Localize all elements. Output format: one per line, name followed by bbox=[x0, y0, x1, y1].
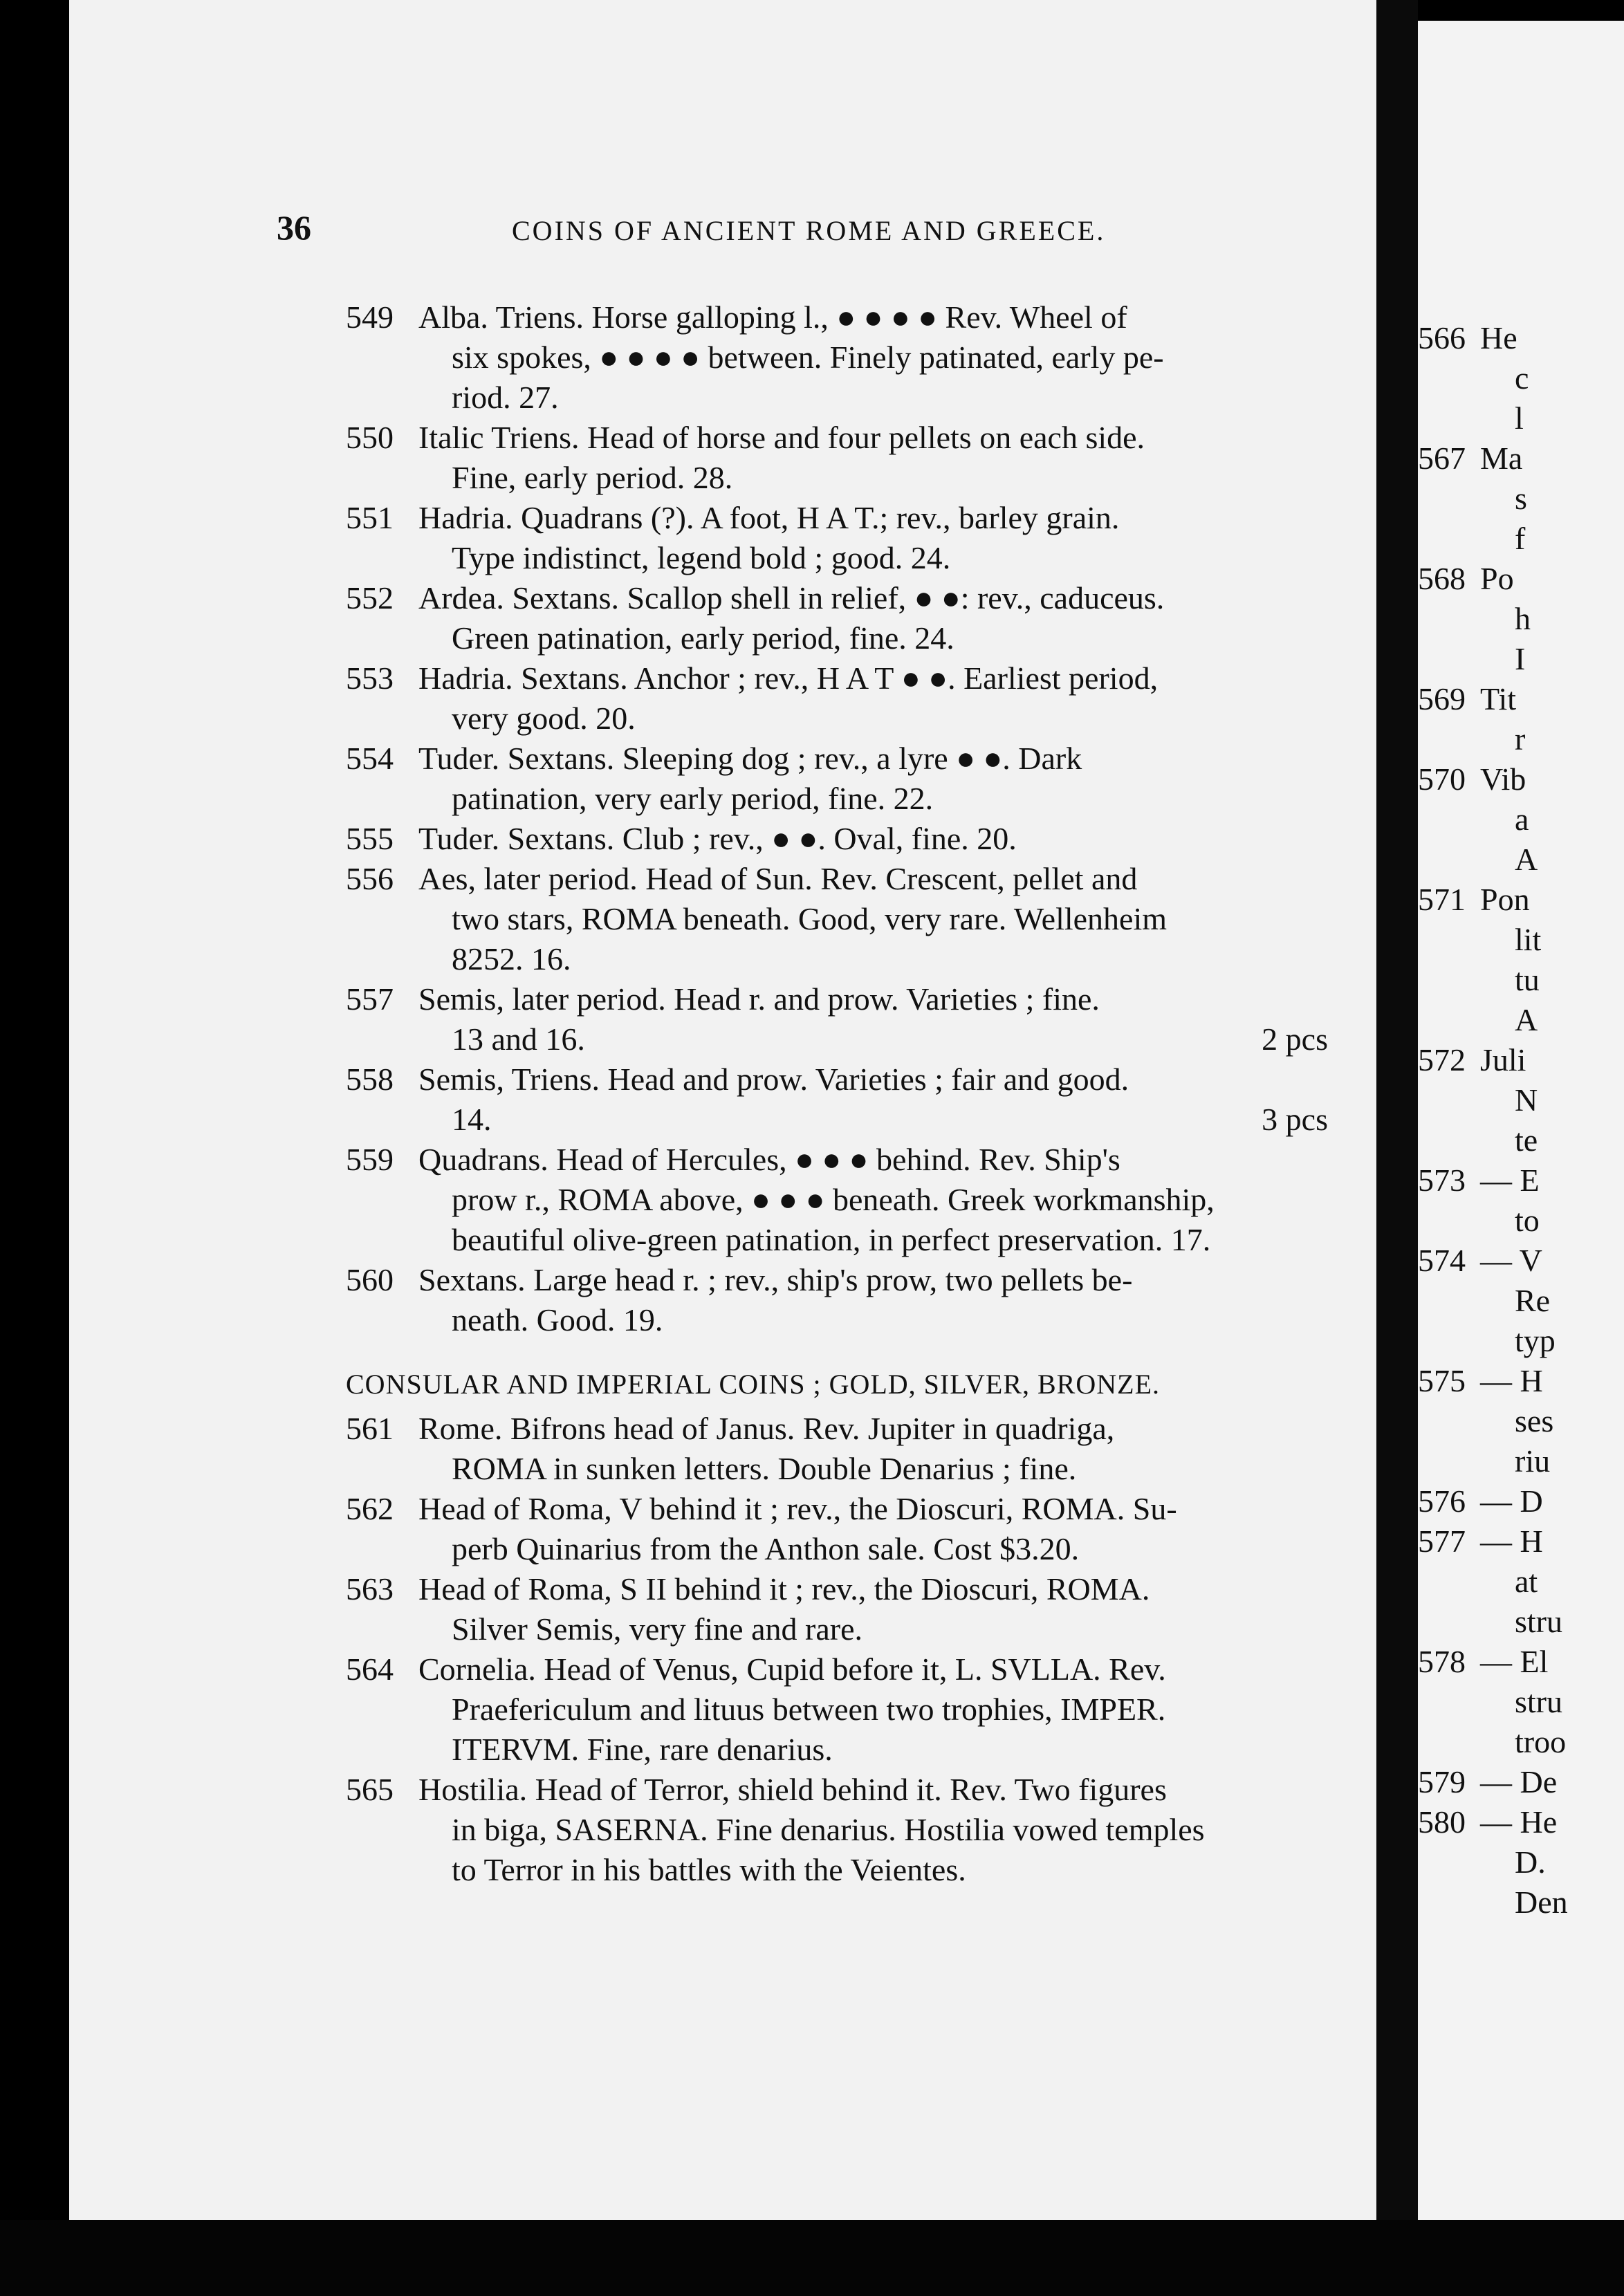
catalog-entry bbox=[346, 498, 1328, 578]
entry-line-text: to Terror in his battles with the Veientes. bbox=[452, 1852, 966, 1887]
entry-line bbox=[418, 1100, 1328, 1140]
right-page bbox=[1418, 21, 1624, 2220]
entry-line-text: Quadrans. Head of Hercules, ● ● ● behind. Rev. Ship's bbox=[418, 1142, 1120, 1177]
right-page-line bbox=[1418, 398, 1624, 438]
entry-text bbox=[418, 418, 1328, 498]
right-lot-number: 579 bbox=[1418, 1764, 1466, 1799]
right-line-fragment: Juli bbox=[1480, 1042, 1526, 1077]
right-line-fragment: h bbox=[1515, 601, 1531, 636]
right-lot-number: 569 bbox=[1418, 681, 1466, 716]
entry-list-consular-coins bbox=[346, 1409, 1328, 1890]
right-page-line bbox=[1418, 1201, 1624, 1241]
catalog-entry bbox=[346, 1260, 1328, 1340]
page-header bbox=[277, 207, 1328, 263]
right-page-line bbox=[1418, 1722, 1624, 1762]
entry-line bbox=[418, 939, 1328, 979]
right-lot-number: 573 bbox=[1418, 1163, 1466, 1198]
right-line-fragment: — He bbox=[1480, 1804, 1558, 1840]
right-page-line bbox=[1418, 719, 1624, 759]
entry-line bbox=[418, 1489, 1328, 1529]
right-line-fragment: — H bbox=[1480, 1524, 1543, 1559]
entry-line-text: Green patination, early period, fine. 24. bbox=[452, 620, 954, 656]
entry-line-text: 8252. 16. bbox=[452, 941, 571, 976]
right-lot-number: 570 bbox=[1418, 761, 1466, 797]
entry-line-text: Silver Semis, very fine and rare. bbox=[452, 1611, 862, 1647]
right-line-fragment: s bbox=[1515, 481, 1527, 516]
right-lot-number: 567 bbox=[1418, 441, 1466, 476]
entry-text bbox=[418, 1569, 1328, 1649]
right-line-fragment: — De bbox=[1480, 1764, 1558, 1799]
entry-line bbox=[418, 1730, 1328, 1770]
entry-text bbox=[418, 297, 1328, 418]
entry-line bbox=[418, 418, 1328, 458]
right-page-line bbox=[1418, 1682, 1624, 1722]
entry-line-text: Type indistinct, legend bold ; good. 24. bbox=[452, 540, 951, 575]
right-line-fragment: l bbox=[1515, 400, 1524, 436]
entry-line-text: Semis, later period. Head r. and prow. Varieties ; fine. bbox=[418, 981, 1100, 1017]
right-line-fragment: — V bbox=[1480, 1243, 1542, 1278]
right-line-fragment: lit bbox=[1515, 922, 1542, 957]
entry-line-text: Fine, early period. 28. bbox=[452, 460, 733, 495]
right-page-line bbox=[1418, 1441, 1624, 1481]
right-lot-number: 572 bbox=[1418, 1042, 1466, 1077]
lot-number: 549 bbox=[346, 299, 394, 335]
scan-border bbox=[0, 2220, 1624, 2296]
right-line-fragment: — H bbox=[1480, 1363, 1543, 1398]
page-number: 36 bbox=[277, 208, 311, 247]
right-page-line bbox=[1418, 1602, 1624, 1642]
book-gutter bbox=[1376, 0, 1418, 2296]
entry-line-text: prow r., ROMA above, ● ● ● beneath. Greek workmanship, bbox=[452, 1182, 1215, 1217]
entry-line bbox=[418, 899, 1328, 939]
right-page-line bbox=[1418, 960, 1624, 1000]
right-line-fragment: ses bbox=[1515, 1403, 1554, 1438]
entry-line bbox=[418, 618, 1328, 658]
catalog-entry bbox=[346, 658, 1328, 739]
right-page-line bbox=[1418, 1160, 1624, 1201]
lot-number: 561 bbox=[346, 1411, 394, 1446]
right-page-line bbox=[1418, 1120, 1624, 1160]
catalog-entry bbox=[346, 859, 1328, 979]
entry-line bbox=[418, 1260, 1328, 1300]
entry-line bbox=[418, 1449, 1328, 1489]
entry-line-text: Hadria. Sextans. Anchor ; rev., H A T ● ●. Earliest period, bbox=[418, 660, 1159, 696]
entry-line bbox=[418, 1529, 1328, 1569]
entry-line bbox=[418, 498, 1328, 538]
entry-line-text: Hostilia. Head of Terror, shield behind it. Rev. Two figures bbox=[418, 1772, 1167, 1807]
lot-number: 556 bbox=[346, 861, 394, 896]
pieces-count: 3 pcs bbox=[1262, 1102, 1328, 1137]
right-page-line bbox=[1418, 1842, 1624, 1882]
entry-line bbox=[418, 1300, 1328, 1340]
right-line-fragment: typ bbox=[1515, 1323, 1556, 1358]
entry-text bbox=[418, 1059, 1328, 1140]
right-page-line bbox=[1418, 1882, 1624, 1923]
right-line-fragment: a bbox=[1515, 802, 1529, 837]
lot-number: 550 bbox=[346, 420, 394, 455]
entry-line bbox=[418, 1569, 1328, 1609]
entry-line bbox=[418, 1220, 1328, 1260]
right-line-fragment: r bbox=[1515, 721, 1526, 757]
entry-line bbox=[418, 1689, 1328, 1730]
right-page-line bbox=[1418, 799, 1624, 840]
right-page-line bbox=[1418, 358, 1624, 398]
entry-line-text: 13 and 16. bbox=[452, 1021, 585, 1057]
catalog-entry bbox=[346, 1409, 1328, 1489]
entry-line bbox=[418, 378, 1328, 418]
right-page-line bbox=[1418, 519, 1624, 559]
right-page-line bbox=[1418, 1281, 1624, 1321]
entry-line-text: 14. bbox=[452, 1102, 492, 1137]
right-line-fragment: Den bbox=[1515, 1885, 1568, 1920]
right-page-line bbox=[1418, 318, 1624, 358]
entry-line-text: Sextans. Large head r. ; rev., ship's prow, two pellets be- bbox=[418, 1262, 1133, 1297]
right-line-fragment: A bbox=[1515, 1002, 1538, 1037]
catalog-entry bbox=[346, 1059, 1328, 1140]
lot-number: 551 bbox=[346, 500, 394, 535]
right-line-fragment: N bbox=[1515, 1082, 1538, 1118]
right-line-fragment: tu bbox=[1515, 962, 1540, 997]
right-line-fragment: Pon bbox=[1480, 882, 1530, 917]
entry-text bbox=[418, 819, 1328, 859]
entry-line-text: six spokes, ● ● ● ● between. Finely patinated, early pe- bbox=[452, 340, 1164, 375]
right-page-line bbox=[1418, 1642, 1624, 1682]
entry-text bbox=[418, 1649, 1328, 1770]
entry-line-text: neath. Good. 19. bbox=[452, 1302, 663, 1337]
lot-number: 564 bbox=[346, 1651, 394, 1687]
catalog-entry bbox=[346, 1770, 1328, 1890]
entry-line-text: ITERVM. Fine, rare denarius. bbox=[452, 1732, 833, 1767]
entry-text bbox=[418, 1489, 1328, 1569]
entry-line bbox=[418, 1019, 1328, 1059]
entry-line-text: perb Quinarius from the Anthon sale. Cost $3.20. bbox=[452, 1531, 1080, 1566]
right-line-fragment: at bbox=[1515, 1564, 1538, 1599]
right-lot-number: 575 bbox=[1418, 1363, 1466, 1398]
right-page-column bbox=[1418, 318, 1624, 1923]
right-lot-number: 576 bbox=[1418, 1483, 1466, 1519]
entry-line bbox=[418, 297, 1328, 337]
right-line-fragment: I bbox=[1515, 641, 1526, 676]
right-line-fragment: f bbox=[1515, 521, 1526, 556]
lot-number: 555 bbox=[346, 821, 394, 856]
entry-line-text: Semis, Triens. Head and prow. Varieties ; fair and good. bbox=[418, 1062, 1129, 1097]
right-lot-number: 580 bbox=[1418, 1804, 1466, 1840]
entry-text bbox=[418, 979, 1328, 1059]
right-page-line bbox=[1418, 679, 1624, 719]
entry-line-text: Italic Triens. Head of horse and four pellets on each side. bbox=[418, 420, 1145, 455]
entry-line bbox=[418, 819, 1328, 859]
entry-line-text: Hadria. Quadrans (?). A foot, H A T.; rev., barley grain. bbox=[418, 500, 1120, 535]
entry-line bbox=[418, 1850, 1328, 1890]
right-page-line bbox=[1418, 1241, 1624, 1281]
right-lot-number: 568 bbox=[1418, 561, 1466, 596]
entry-line bbox=[418, 1140, 1328, 1180]
catalog-entry bbox=[346, 1489, 1328, 1569]
catalog-entry bbox=[346, 979, 1328, 1059]
entry-line bbox=[418, 859, 1328, 899]
right-line-fragment: — D bbox=[1480, 1483, 1543, 1519]
right-line-fragment: A bbox=[1515, 842, 1538, 877]
entry-line bbox=[418, 458, 1328, 498]
right-page-line bbox=[1418, 1562, 1624, 1602]
entry-line-text: Head of Roma, V behind it ; rev., the Dioscuri, ROMA. Su- bbox=[418, 1491, 1177, 1526]
right-page-line bbox=[1418, 1000, 1624, 1040]
right-line-fragment: stru bbox=[1515, 1684, 1562, 1719]
entry-line bbox=[418, 1609, 1328, 1649]
right-lot-number: 578 bbox=[1418, 1644, 1466, 1679]
entry-line-text: Tuder. Sextans. Club ; rev., ● ●. Oval, fine. 20. bbox=[418, 821, 1017, 856]
lot-number: 553 bbox=[346, 660, 394, 696]
entry-line-text: very good. 20. bbox=[452, 701, 636, 736]
right-page-line bbox=[1418, 920, 1624, 960]
entry-line-text: two stars, ROMA beneath. Good, very rare. Wellenheim bbox=[452, 901, 1168, 936]
entry-line bbox=[418, 1770, 1328, 1810]
entry-line bbox=[418, 979, 1328, 1019]
lot-number: 562 bbox=[346, 1491, 394, 1526]
right-line-fragment: stru bbox=[1515, 1604, 1562, 1639]
right-line-fragment: te bbox=[1515, 1122, 1538, 1158]
entry-list-early-coins bbox=[346, 297, 1328, 1340]
entry-line-text: ROMA in sunken letters. Double Denarius ; fine. bbox=[452, 1451, 1077, 1486]
catalog-entry bbox=[346, 819, 1328, 859]
entry-line-text: Tuder. Sextans. Sleeping dog ; rev., a lyre ● ●. Dark bbox=[418, 741, 1082, 776]
right-line-fragment: — El bbox=[1480, 1644, 1549, 1679]
right-page-line bbox=[1418, 1080, 1624, 1120]
entry-line-text: Cornelia. Head of Venus, Cupid before it, L. SVLLA. Rev. bbox=[418, 1651, 1166, 1687]
section-heading: CONSULAR AND IMPERIAL COINS ; GOLD, SILVER, BRONZE. bbox=[346, 1369, 1160, 1400]
entry-line bbox=[418, 1649, 1328, 1689]
entry-line bbox=[418, 1810, 1328, 1850]
right-line-fragment: — E bbox=[1480, 1163, 1540, 1198]
right-page-line bbox=[1418, 1521, 1624, 1562]
entry-text bbox=[418, 739, 1328, 819]
right-line-fragment: Tit bbox=[1480, 681, 1517, 716]
entry-line bbox=[418, 698, 1328, 739]
right-line-fragment: D. bbox=[1515, 1844, 1546, 1880]
lot-number: 557 bbox=[346, 981, 394, 1017]
entry-text bbox=[418, 1770, 1328, 1890]
right-line-fragment: Ma bbox=[1480, 441, 1523, 476]
right-line-fragment: c bbox=[1515, 360, 1529, 396]
entry-line bbox=[418, 779, 1328, 819]
catalog-entry bbox=[346, 418, 1328, 498]
lot-number: 560 bbox=[346, 1262, 394, 1297]
entry-line-text: Ardea. Sextans. Scallop shell in relief, ● ●: rev., caduceus. bbox=[418, 580, 1165, 615]
running-head: COINS OF ANCIENT ROME AND GREECE. bbox=[512, 215, 1106, 246]
right-page-line bbox=[1418, 1762, 1624, 1802]
entry-line bbox=[418, 538, 1328, 578]
right-page-line bbox=[1418, 1361, 1624, 1401]
entry-text bbox=[418, 498, 1328, 578]
lot-number: 565 bbox=[346, 1772, 394, 1807]
entry-text bbox=[418, 859, 1328, 979]
right-page-line bbox=[1418, 1321, 1624, 1361]
entry-text bbox=[418, 1409, 1328, 1489]
entry-text bbox=[418, 658, 1328, 739]
right-page-line bbox=[1418, 599, 1624, 639]
entry-text bbox=[418, 1140, 1328, 1260]
entry-line bbox=[418, 739, 1328, 779]
catalog-entry bbox=[346, 1569, 1328, 1649]
right-lot-number: 571 bbox=[1418, 882, 1466, 917]
lot-number: 563 bbox=[346, 1571, 394, 1607]
right-line-fragment: Po bbox=[1480, 561, 1514, 596]
right-line-fragment: to bbox=[1515, 1203, 1540, 1238]
right-line-fragment: He bbox=[1480, 320, 1517, 355]
right-page-line bbox=[1418, 1481, 1624, 1521]
lot-number: 559 bbox=[346, 1142, 394, 1177]
right-line-fragment: riu bbox=[1515, 1443, 1551, 1479]
entry-line-text: riod. 27. bbox=[452, 380, 559, 415]
right-page-line bbox=[1418, 639, 1624, 679]
right-page-line bbox=[1418, 479, 1624, 519]
entry-text bbox=[418, 578, 1328, 658]
entry-line bbox=[418, 658, 1328, 698]
right-page-line bbox=[1418, 840, 1624, 880]
pieces-count: 2 pcs bbox=[1262, 1021, 1328, 1057]
right-page-line bbox=[1418, 559, 1624, 599]
catalog-entry bbox=[346, 297, 1328, 418]
entry-line bbox=[418, 1409, 1328, 1449]
entry-line-text: beautiful olive-green patination, in perfect preservation. 17. bbox=[452, 1222, 1211, 1257]
entry-line-text: Head of Roma, S II behind it ; rev., the Dioscuri, ROMA. bbox=[418, 1571, 1150, 1607]
right-page-line bbox=[1418, 438, 1624, 479]
entry-line-text: Praefericulum and lituus between two trophies, IMPER. bbox=[452, 1692, 1166, 1727]
lot-number: 558 bbox=[346, 1062, 394, 1097]
entry-line-text: Alba. Triens. Horse galloping l., ● ● ● ● Rev. Wheel of bbox=[418, 299, 1127, 335]
right-page-line bbox=[1418, 1040, 1624, 1080]
right-page-line bbox=[1418, 759, 1624, 799]
right-lot-number: 566 bbox=[1418, 320, 1466, 355]
entry-text bbox=[418, 1260, 1328, 1340]
right-page-line bbox=[1418, 880, 1624, 920]
right-page-line bbox=[1418, 1401, 1624, 1441]
lot-number: 552 bbox=[346, 580, 394, 615]
right-line-fragment: troo bbox=[1515, 1724, 1567, 1759]
catalog-entry bbox=[346, 739, 1328, 819]
right-page-line bbox=[1418, 1802, 1624, 1842]
right-line-fragment: Vib bbox=[1480, 761, 1526, 797]
catalog-entries bbox=[346, 297, 1328, 1890]
entry-line-text: Rome. Bifrons head of Janus. Rev. Jupiter in quadriga, bbox=[418, 1411, 1115, 1446]
entry-line bbox=[418, 337, 1328, 378]
entry-line-text: in biga, SASERNA. Fine denarius. Hostilia vowed temples bbox=[452, 1812, 1205, 1847]
entry-line bbox=[418, 578, 1328, 618]
entry-line-text: patination, very early period, fine. 22. bbox=[452, 781, 934, 816]
entry-line-text: Aes, later period. Head of Sun. Rev. Crescent, pellet and bbox=[418, 861, 1138, 896]
right-lot-number: 574 bbox=[1418, 1243, 1466, 1278]
right-line-fragment: Re bbox=[1515, 1283, 1551, 1318]
catalog-entry bbox=[346, 1140, 1328, 1260]
entry-line bbox=[418, 1059, 1328, 1100]
right-lot-number: 577 bbox=[1418, 1524, 1466, 1559]
catalog-entry bbox=[346, 1649, 1328, 1770]
catalog-entry bbox=[346, 578, 1328, 658]
entry-line bbox=[418, 1180, 1328, 1220]
lot-number: 554 bbox=[346, 741, 394, 776]
